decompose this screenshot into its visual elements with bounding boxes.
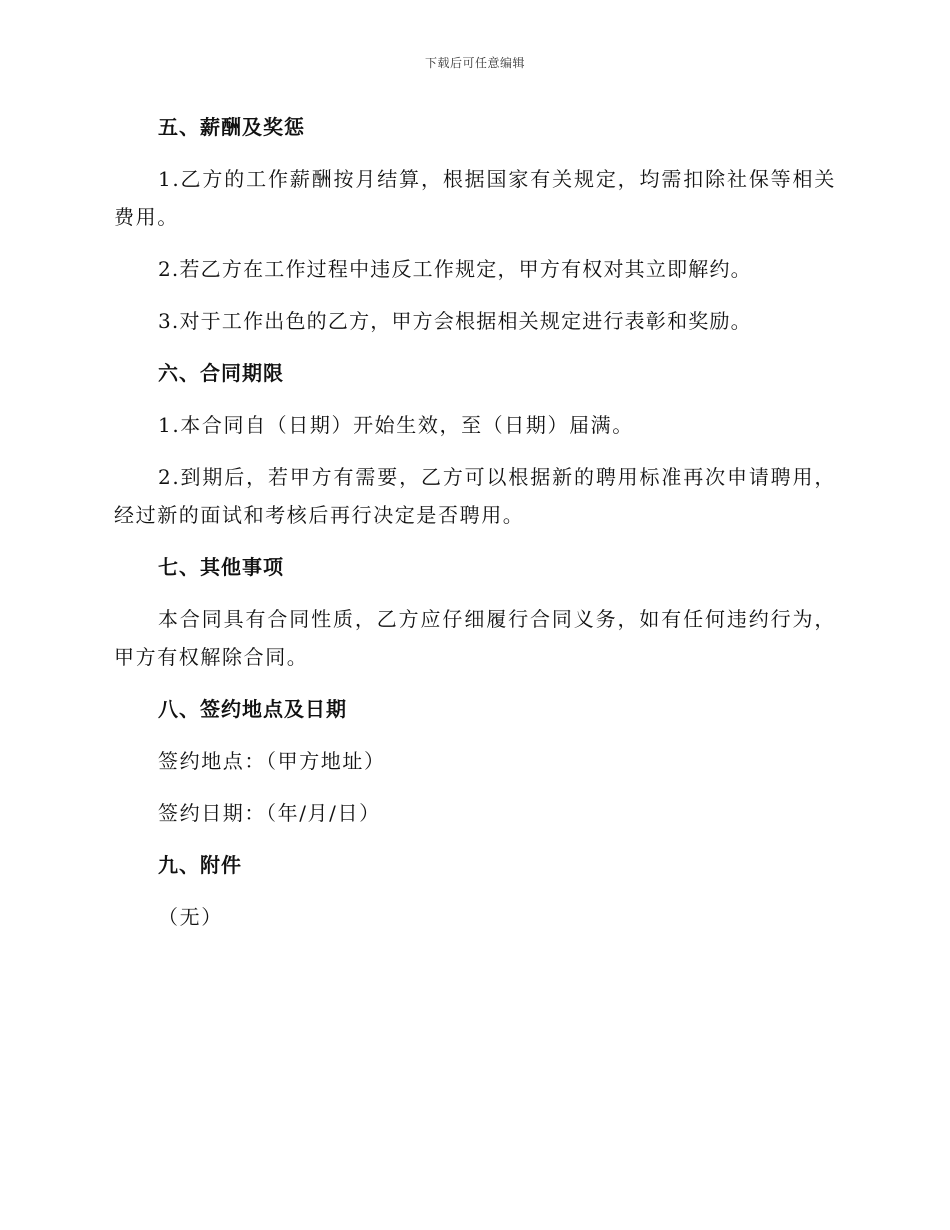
section-6-paragraph-2: 2.到期后，若甲方有需要，乙方可以根据新的聘用标准再次申请聘用，经过新的面试和考核后再行决定是否聘用。	[114, 465, 836, 527]
section-6-title: 六、合同期限	[158, 361, 284, 385]
section-5-paragraph-1: 1.乙方的工作薪酬按月结算，根据国家有关规定，均需扣除社保等相关费用。	[114, 167, 836, 229]
page-header: 下载后可任意编辑	[424, 56, 525, 70]
signing-place: 签约地点：（甲方地址）	[158, 749, 386, 773]
signing-date: 签约日期：（年/月/日）	[158, 801, 381, 825]
attachment-note: （无）	[158, 905, 223, 929]
section-5-title: 五、薪酬及奖惩	[158, 115, 305, 139]
section-7-title: 七、其他事项	[158, 555, 284, 579]
section-7-paragraph-1: 本合同具有合同性质，乙方应仔细履行合同义务，如有任何违约行为，甲方有权解除合同。	[114, 607, 836, 669]
section-5-paragraph-2: 2.若乙方在工作过程中违反工作规定，甲方有权对其立即解约。	[158, 257, 752, 281]
section-6-paragraph-1: 1.本合同自（日期）开始生效，至（日期）届满。	[158, 413, 634, 437]
section-9-title: 九、附件	[158, 853, 242, 877]
document-body	[114, 108, 836, 950]
section-5-paragraph-3: 3.对于工作出色的乙方，甲方会根据相关规定进行表彰和奖励。	[158, 309, 752, 333]
section-8-title: 八、签约地点及日期	[158, 697, 347, 721]
